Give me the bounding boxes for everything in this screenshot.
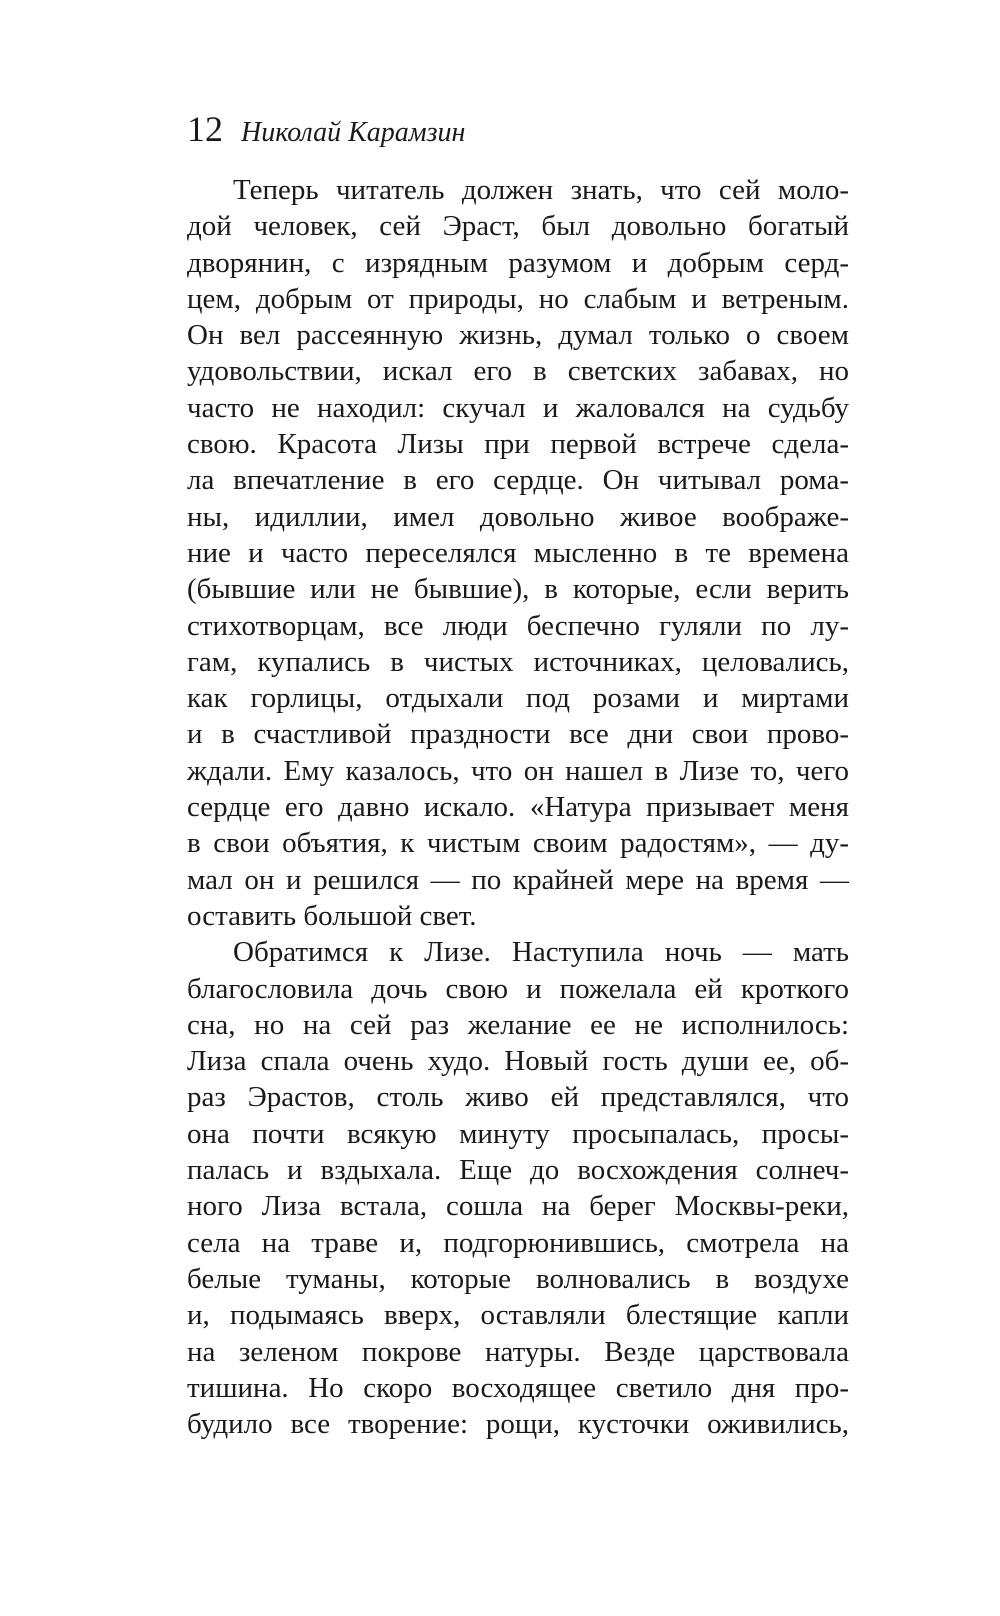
text-line: она почти всякую минуту просыпалась, просы- [187,1117,849,1150]
text-line: гам, купались в чистых источниках, целовались, [187,645,849,678]
text-line: села на траве и, подгорюнившись, смотрела на [187,1226,849,1259]
text-line: свою. Красота Лизы при первой встрече сдела- [187,428,849,461]
text-line: сердце его давно искало. «Натура призывает меня [187,791,849,824]
text-line: мал он и решился — по крайней мере на время — [187,863,849,896]
page-number: 12 [187,109,223,149]
text-line: ла впечатление в его сердце. Он читывал рома- [187,464,849,497]
text-line: Обратимся к Лизе. Наступила ночь — мать [233,936,849,969]
text-line: ного Лиза встала, сошла на берег Москвы-реки, [187,1190,849,1223]
running-title: Николай Карамзин [241,117,466,148]
text-line: (бывшие или не бывшие), в которые, если верить [187,573,849,606]
text-line: цем, добрым от природы, но слабым и ветреным. [187,282,849,315]
text-line: палась и вздыхала. Еще до восхождения солнеч- [187,1154,849,1187]
paragraph-1 [187,172,849,934]
text-line: и в счастливой праздности все дни свои прово- [187,718,849,751]
page-header [187,108,465,150]
text-line: стихотворцам, все люди беспечно гуляли по лу- [187,609,849,642]
text-line: дой человек, сей Эраст, был довольно богатый [187,210,849,243]
text-line: Он вел рассеянную жизнь, думал только о своем [187,319,849,352]
text-line: часто не находил: скучал и жаловался на судьбу [187,391,849,424]
text-line: Лиза спала очень худо. Новый гость души ее, об- [187,1045,849,1078]
text-line: раз Эрастов, столь живо ей представлялся, что [187,1081,849,1114]
text-line: ние и часто переселялся мысленно в те времена [187,536,849,569]
text-line: белые туманы, которые волновались в воздухе [187,1262,849,1295]
text-line: Теперь читатель должен знать, что сей моло- [233,174,849,206]
paragraph-2 [187,934,849,1442]
text-line: тишина. Но скоро восходящее светило дня про- [187,1371,849,1404]
text-line: оставить большой свет. [187,899,477,932]
text-line: дворянин, с изрядным разумом и добрым серд- [187,246,849,279]
text-line: ждали. Ему казалось, что он нашел в Лизе то, чего [187,754,849,787]
text-line: будило все творение: рощи, кусточки оживились, [187,1408,849,1441]
text-line: ны, идиллии, имел довольно живое воображе- [187,500,849,533]
text-line: в свои объятия, к чистым своим радостям», — ду- [187,827,849,860]
text-line: и, подымаясь вверх, оставляли блестящие капли [187,1299,849,1332]
text-line: на зеленом покрове натуры. Везде царствовала [187,1335,849,1368]
text-line: как горлицы, отдыхали под розами и миртами [187,682,849,715]
text-line: удовольствии, искал его в светских забавах, но [187,355,849,388]
text-line: сна, но на сей раз желание ее не исполнилось: [187,1008,849,1041]
body-text [187,172,849,1442]
text-line: благословила дочь свою и пожелала ей кроткого [187,972,849,1005]
